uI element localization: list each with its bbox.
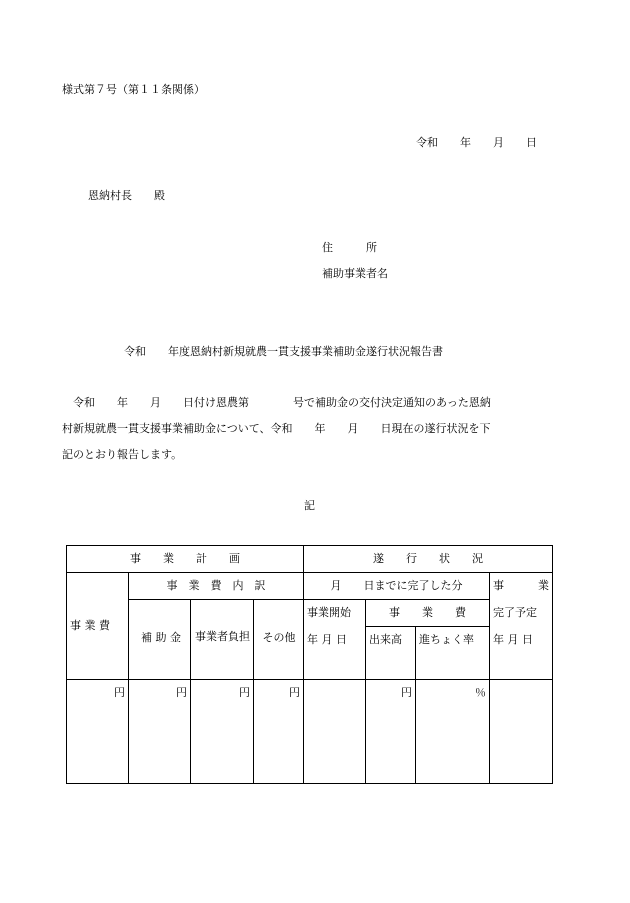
completion-date-cell[interactable]	[490, 679, 553, 783]
status-header: 遂 行 状 況	[304, 546, 553, 573]
body-text-line-3: 記のとおり報告します。	[62, 448, 183, 461]
start-date-label-2: 年 月 日	[304, 627, 366, 654]
cost-breakdown-header: 事 業 費 内 訳	[129, 573, 304, 600]
progress-header: 進ちょく率	[416, 627, 490, 654]
completion-header-top	[490, 573, 553, 600]
output-cell[interactable]	[366, 679, 416, 783]
body-text-line-2: 村新規就農一貫支援事業補助金について、令和 年 月 日現在の遂行状況を下	[62, 422, 491, 435]
start-date-label-1: 事業開始	[304, 600, 366, 627]
form-number: 様式第７号（第１１条関係）	[62, 83, 205, 96]
subsidy-header: 補 助 金	[141, 631, 181, 644]
completion-label-2: 完了予定	[490, 600, 553, 627]
completion-char-2: 業	[538, 579, 549, 593]
operator-share-header: 事業者負担	[195, 630, 250, 643]
operator-share-cell[interactable]	[191, 679, 254, 783]
other-header: その他	[262, 631, 296, 644]
ki-heading: 記	[304, 499, 315, 512]
yen-unit: 円	[289, 685, 300, 699]
completion-bottom	[490, 653, 553, 679]
document-title: 令和 年度恩納村新規就農一貫支援事業補助金遂行状況報告書	[124, 345, 443, 358]
yen-unit: 円	[176, 685, 187, 699]
percent-unit: ％	[475, 685, 486, 699]
progress-bottom	[416, 653, 490, 679]
addressee: 恩納村長 殿	[88, 189, 165, 202]
applicant-name-label: 補助事業者名	[322, 267, 388, 280]
completion-char-1: 事	[493, 579, 504, 593]
subsidy-cell[interactable]	[129, 679, 191, 783]
date-line: 令和 年 月 日	[416, 136, 537, 149]
completion-label-3: 年 月 日	[490, 627, 553, 654]
yen-unit: 円	[401, 685, 412, 699]
address-label: 住 所	[322, 241, 377, 254]
actual-cost-header: 事 業 費	[366, 600, 490, 627]
other-cell[interactable]	[254, 679, 304, 783]
progress-cell[interactable]	[416, 679, 490, 783]
output-header: 出来高	[366, 627, 416, 654]
start-date-bottom	[304, 653, 366, 679]
project-cost-cell[interactable]	[67, 679, 129, 783]
yen-unit: 円	[114, 685, 125, 699]
plan-header: 事 業 計 画	[67, 546, 304, 573]
project-cost-header: 事 業 費	[67, 573, 129, 680]
completed-by-header: 月 日までに完了した分	[304, 573, 490, 600]
status-report-table	[66, 545, 553, 784]
output-bottom	[366, 653, 416, 679]
yen-unit: 円	[239, 685, 250, 699]
start-date-cell[interactable]	[304, 679, 366, 783]
body-text-line-1: 令和 年 月 日付け恩農第 号で補助金の交付決定通知のあった恩納	[62, 396, 491, 409]
